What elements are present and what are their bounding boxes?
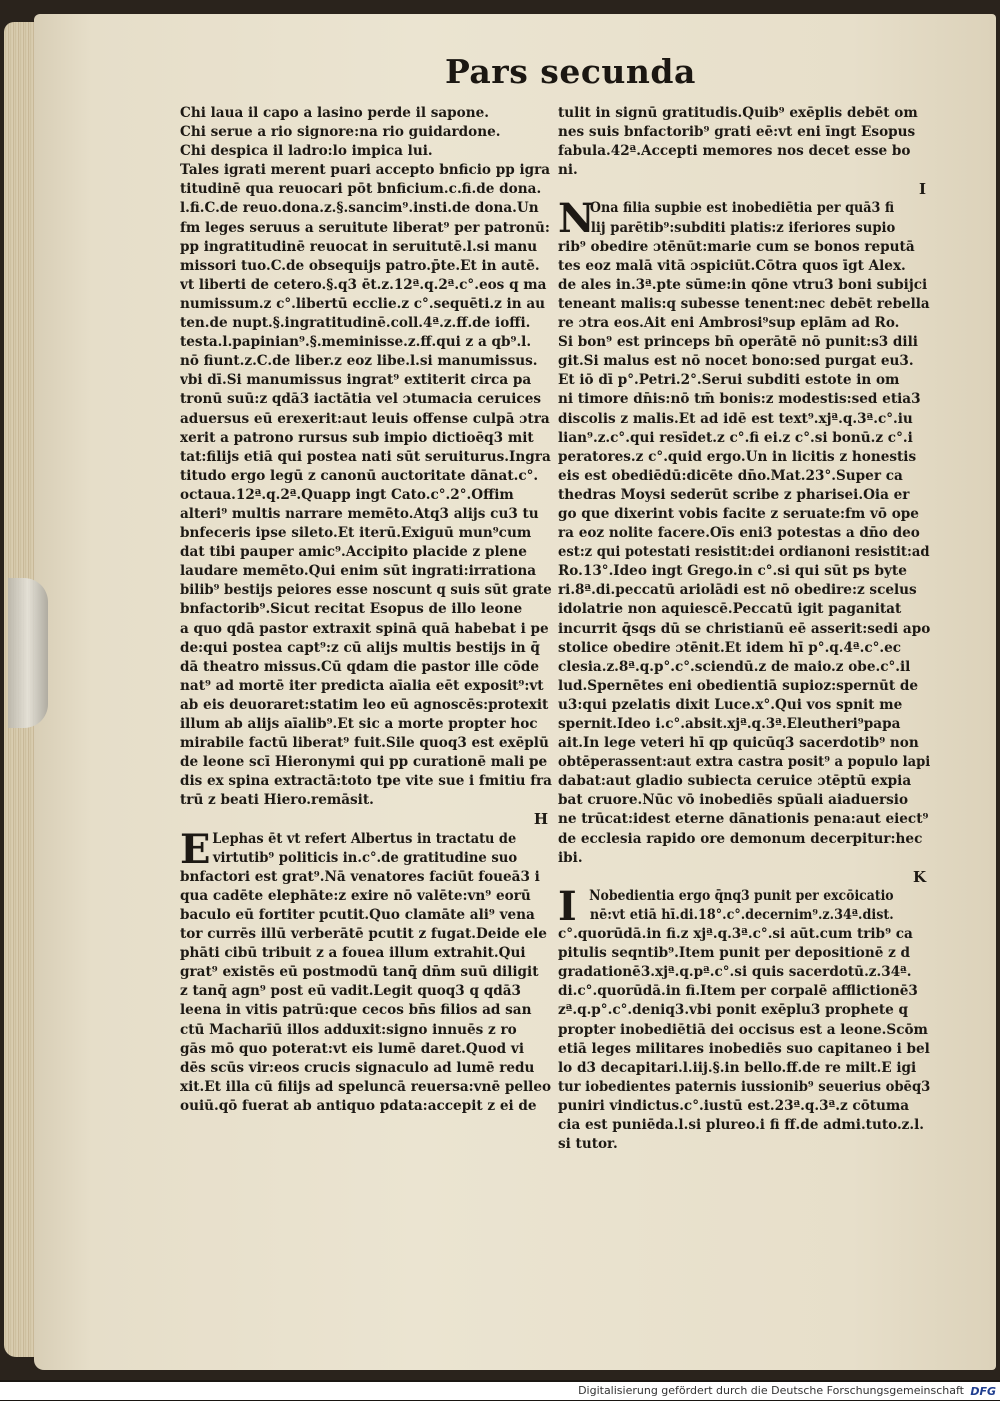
text-line: etiā leges militares inobediēs suo capitaneo i bel — [558, 1040, 930, 1057]
text-line: dis ex spina extractā:toto tpe vite sue i fmitiu fra — [180, 773, 552, 790]
text-line: Et iō dī p°.Petri.2°.Serui subditi estote in om — [558, 372, 900, 389]
text-line: gās mō quo poterat:vt eis lumē daret.Quod vi — [180, 1040, 524, 1057]
text-line: idolatrie non aquiescē.Peccatū igit paganitat — [558, 601, 902, 618]
text-line: qua cadēte elephāte:z exire nō valēte:vn⁹ eorū — [180, 887, 531, 904]
text-line: xerit a patrono rursus sub impio dictioēq3 mit — [180, 429, 534, 446]
text-line: di.c°.quorūdā.in fi.Item per corpalē afflictionē3 — [558, 983, 918, 1000]
text-line: phāti cibū tribuit z a fouea illum extrahit.Qui — [180, 945, 526, 962]
text-line: laudare memēto.Qui enim sūt ingrati:irrationa — [180, 563, 537, 580]
right-paragraph-2 — [558, 195, 931, 867]
text-line: puniri vindictus.c°.iustū est.23ª.q.3ª.z cōtuma — [558, 1097, 910, 1114]
page-clip — [8, 578, 48, 728]
text-line: ibi. — [558, 849, 583, 866]
text-line: de leone scī Hieronymi qui pp curationē mali pe — [180, 754, 548, 771]
text-line: tes eoz malā vitā ɔspiciūt.Cōtra quos īgt Alex. — [558, 257, 906, 274]
text-line: vbi dī.Si manumissus ingrat⁹ extiterit circa pa — [180, 372, 532, 389]
text-line: Chi laua il capo a lasino perde il sapone. — [180, 105, 490, 121]
text-line: cia est puniēda.l.si plureo.i fi ff.de admi.tuto.z.l. — [558, 1116, 925, 1133]
left-paragraph-2 — [180, 825, 552, 1116]
text-line: incurrit q̄sqs dū se christianū eē asserit:sedi apo — [558, 620, 930, 637]
text-line: tronū suū:z qdā3 iactātia vel ɔtumacia ceruices — [180, 391, 541, 408]
text-line: l.fi.C.de reuo.dona.z.§.sancim⁹.insti.de dona.Un — [180, 200, 539, 217]
text-line: octaua.12ª.q.2ª.Quapp ingt Cato.c°.2°.Offim — [180, 486, 514, 503]
text-line: tur iobedientes paternis iussionib⁹ seuerius obēq3 — [558, 1078, 931, 1095]
text-line: propter inobediētiā dei occisus est a leone.Scōm — [558, 1021, 928, 1038]
text-line: xit.Et illa cū filijs ad speluncā reuersa:vnē pelleo — [180, 1078, 552, 1095]
text-line: fabula.42ª.Accepti memores nos decet esse bo — [558, 143, 911, 160]
text-line: rib⁹ obedire ɔtēnūt:marie cum se bonos reputā — [558, 238, 915, 255]
text-line: ra eoz nolite facere.Oīs eni3 potestas a dn̄o deo — [558, 525, 920, 542]
drop-initial: E — [180, 825, 211, 873]
text-line: ri.8ª.di.peccatū ariolādi est nō obedire:z scelus — [558, 582, 917, 599]
text-line: dēs scūs vir:eos crucis signaculo ad lumē redu — [180, 1059, 535, 1076]
text-line: ouiū.qō fuerat ab antiquo pdata:accepit z ei de — [180, 1097, 537, 1114]
text-line: ni. — [558, 162, 578, 179]
text-line: de ecclesia rapido ore demonum decerpitur:hec — [558, 830, 923, 847]
text-line: Ro.13°.Ideo ingt Grego.in c°.si qui sūt ps byte — [558, 563, 907, 580]
text-line: bilib⁹ bestijs peiores esse noscunt q suis sūt grate — [180, 582, 552, 599]
text-line: lij parētib⁹:subditi platis:z iferiores supio — [590, 219, 896, 236]
text-line: dā theatro missus.Cū qdam die pastor ille cōde — [180, 658, 540, 675]
text-line: aduersus eū erexerit:aut leuis offense culpā ɔtra — [180, 410, 550, 427]
text-line: baculo eū fortiter pcutit.Quo clamāte ali⁹ vena — [180, 906, 535, 923]
text-line: ab eis deuoraret:statim leo eū agnoscēs:protexit — [180, 696, 549, 713]
text-line: alteri⁹ multis narrare memēto.Atq3 alijs cu3 tu — [180, 505, 539, 522]
text-line: u3:qui pzelatis dixit Luce.x°.Qui vos spnit me — [558, 696, 903, 713]
drop-initial: N — [558, 195, 595, 243]
right-paragraph-3 — [558, 882, 931, 1154]
text-line: pitulis seqntib⁹.Item punit per depositionē z d — [558, 945, 911, 962]
text-line: nat⁹ ad mortē iter predicta aīalia eēt exposit⁹:vt — [180, 677, 544, 694]
text-line: missori tuo.C.de obsequijs patro.p̄te.Et in autē. — [180, 257, 540, 274]
digitization-footer — [0, 1382, 1000, 1400]
text-line: bat cruore.Nūc vō inobediēs spūali aiaduersio — [558, 792, 909, 809]
text-line: trū z beati Hiero.remāsit. — [180, 792, 374, 809]
text-line: discolis z malis.Et ad idē est text⁹.xjª.q.3ª.c°.iu — [558, 410, 913, 427]
text-line: z tanq̄ agn⁹ post eū vadit.Legit quoq3 q qdā3 — [180, 983, 521, 1000]
text-line: Chi serue a rio signore:na rio guidardone. — [180, 124, 501, 141]
text-line: ne trūcat:idest eterne dānationis pena:aut eiect⁹ — [558, 811, 929, 828]
text-line: tor currēs illū verberātē pcutit z fugat.Deide ele — [180, 926, 547, 943]
text-line: clesia.z.8ª.q.p°.c°.sciendū.z de maio.z obe.c°.il — [558, 658, 911, 675]
text-line: titudo ergo legū z canonū auctoritate dānat.c°. — [180, 467, 539, 484]
text-line: Nobedientia ergo q̄nq3 punit per excōicatio — [589, 887, 894, 904]
text-line: tulit in signū gratitudis.Quib⁹ exēplis debēt om — [558, 105, 918, 121]
right-column — [558, 104, 930, 1154]
text-line: bnfeceris ipse sileto.Et iterū.Exiguū mun⁹cum — [180, 525, 532, 542]
text-line: titudinē qua reuocari pōt bnficium.c.fi.de dona. — [180, 181, 542, 198]
text-line: Tales igrati merent puari accepto bnficio pp igra — [180, 162, 551, 179]
section-marker: H — [533, 810, 548, 829]
text-line: bnfactorib⁹.Sicut recitat Esopus de illo leone — [180, 601, 523, 618]
dfg-logo: DFG — [970, 1385, 996, 1398]
text-line: numissum.z c°.libertū ecclie.z c°.sequēti.z in au — [180, 295, 546, 312]
text-line: re ɔtra eos.Ait eni Ambrosi⁹sup eplām ad Ro. — [558, 315, 900, 332]
text-line: ten.de nupt.§.ingratitudinē.coll.4ª.z.ff.de ioffi. — [180, 315, 531, 332]
text-line: peratores.z c°.quid ergo.Un in licitis z honestis — [558, 448, 917, 465]
text-line: de:qui postea capt⁹:z cū alijs multis bestijs in q̄ — [180, 639, 540, 656]
left-paragraph-1 — [180, 104, 552, 810]
text-line: ni timore dn̄is:nō tm̄ bonis:z modestis:sed etia3 — [558, 391, 921, 408]
text-line: illum ab alijs aīalib⁹.Et sic a morte propter hoc — [180, 716, 538, 732]
section-marker: I — [918, 180, 926, 199]
text-line: Chi despica il ladro:lo impica lui. — [180, 143, 433, 160]
text-line: ait.In lege veteri hī qp quicūq3 sacerdotib⁹ non — [558, 735, 919, 752]
text-line: mirabile factū liberat⁹ fuit.Sile quoq3 est exēplū — [180, 735, 549, 752]
text-line: dat tibi pauper amic⁹.Accipito placide z plene — [180, 544, 527, 561]
text-line: eis est obediēdū:dicēte dn̄o.Mat.23°.Super ca — [558, 467, 903, 484]
text-line: a quo qdā pastor extraxit spinā quā habebat i pe — [180, 620, 549, 637]
section-marker: K — [912, 867, 926, 886]
text-line: Si bon⁹ est princeps bn̄ operātē nō punit:s3 dili — [558, 334, 918, 351]
drop-initial: I — [558, 882, 577, 930]
text-line: obtēperassent:aut extra castra posit⁹ a populo lapi — [558, 754, 931, 771]
text-line: leena in vitis patrū:que cecos bn̄s filios ad san — [180, 1002, 532, 1019]
text-line: bnfactori est grat⁹.Nā venatores faciūt foueā3 i — [180, 868, 540, 885]
footer-credit: Digitalisierung gefördert durch die Deutsche Forschungsgemeinschaft — [578, 1384, 964, 1397]
text-line: nō fiunt.z.C.de liber.z eoz libe.l.si manumissus. — [180, 353, 538, 370]
text-line: lian⁹.z.c°.qui resīdet.z c°.fi ei.z c°.si bonū.z c°.i — [558, 429, 913, 446]
text-line: gradationē3.xjª.q.pª.c°.si quis sacerdotū.z.34ª. — [558, 964, 912, 981]
text-line: testa.l.papinian⁹.§.meminisse.z.ff.qui z a qb⁹.l. — [180, 334, 532, 351]
text-line: thedras Moysi sederūt scribe z pharisei.Oia er — [558, 486, 910, 503]
running-header: Pars secunda — [445, 52, 696, 91]
left-column — [180, 104, 552, 1116]
text-line: lo d3 decapitari.l.iij.§.in bello.ff.de re milt.E igi — [558, 1059, 917, 1076]
text-line: go que dixerint vobis facite z seruate:fm vō ope — [558, 505, 919, 522]
text-line: ctū Macharīū illos adduxit:signo innuēs z ro — [180, 1021, 517, 1038]
text-line: nes suis bnfactorib⁹ grati eē:vt eni īngt Esopus — [558, 124, 916, 141]
text-line: dabat:aut gladio subiecta ceruice ɔtēptū expia — [558, 773, 912, 790]
text-line: Ona filia supbie est inobediētia per quā3 fi — [589, 200, 895, 217]
text-line: spernit.Ideo i.c°.absit.xjª.q.3ª.Eleutheri⁹papa — [558, 716, 901, 732]
text-line: est:z qui potestati resistit:dei ordianoni resistit:ad — [558, 544, 930, 561]
text-line: Lephas ēt vt refert Albertus in tractatu de — [212, 830, 517, 847]
text-line: zª.q.p°.c°.deniq3.vbi ponit exēplu3 prophete q — [558, 1002, 909, 1019]
text-line: tat:filijs etiā qui postea nati sūt seruiturus.Ingra — [180, 448, 551, 465]
text-line: fm leges seruus a seruitute liberat⁹ per patronū: — [180, 219, 550, 236]
text-line: stolice obedire ɔtēnit.Et idem hī p°.q.4ª.c°.ec — [558, 639, 902, 656]
text-line: de ales in.3ª.pte sūme:in qōne vtru3 boni subijci — [558, 276, 928, 293]
text-line: lud.Spernētes eni obedientiā supioz:spernūt de — [558, 677, 919, 694]
right-paragraph-1 — [558, 104, 930, 180]
text-line: grat⁹ existēs eū postmodū tanq̄ dn̄m suū diligit — [180, 964, 539, 981]
text-line: pp ingratitudinē reuocat in seruitutē.l.si manu — [180, 238, 538, 255]
text-line: si tutor. — [558, 1136, 618, 1153]
text-line: teneant malis:q subesse tenent:nec debēt rebella — [558, 295, 930, 312]
text-line: nē:vt etiā hī.di.18°.c°.decernim⁹.z.34ª.dist. — [589, 906, 894, 923]
text-line: git.Si malus est nō nocet bono:sed purgat eu3. — [558, 353, 914, 370]
text-line: virtutib⁹ politicis in.c°.de gratitudine suo — [212, 849, 518, 866]
text-line: c°.quorūdā.in fi.z xjª.q.3ª.c°.si aūt.cum trib⁹ ca — [558, 926, 913, 943]
text-line: vt liberti de cetero.§.q3 ēt.z.12ª.q.2ª.c°.eos q ma — [180, 276, 547, 293]
